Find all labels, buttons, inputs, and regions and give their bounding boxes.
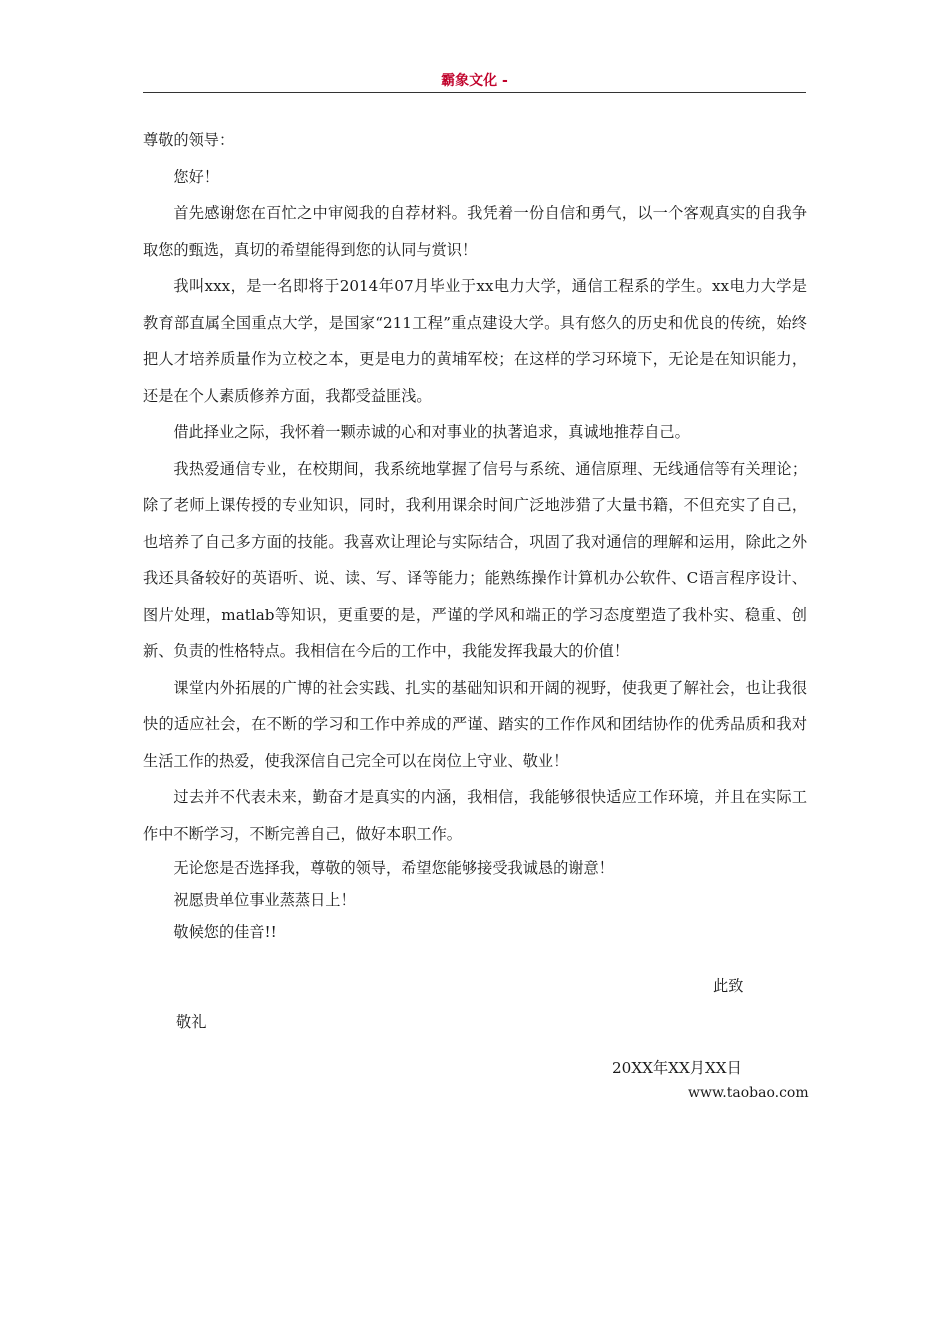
letter-body [143, 122, 807, 948]
header-title: 霸象文化 - [441, 73, 508, 89]
paragraph-intro: 首先感谢您在百忙之中审阅我的自荐材料。我凭着一份自信和勇气，以一个客观真实的自我争取您的甄选，真切的希望能得到您的认同与赏识！ [143, 204, 807, 259]
await-line: 敬候您的佳音!! [173, 923, 277, 941]
website-text: www.taobao.com [688, 1085, 809, 1101]
page-header [143, 70, 806, 93]
greeting: 您好！ [173, 167, 219, 186]
wish-line: 祝愿贵单位事业蒸蒸日上！ [173, 891, 356, 909]
paragraph-background: 我叫xxx，是一名即将于2014年07月毕业于xx电力大学，通信工程系的学生。xx电力大学是教育部直属全国重点大学，是国家“211工程”重点建设大学。具有悠久的历史和优良的传统，始终把人才培养质量作为立校之本，更是电力的黄埔军校；在这样的学习环境下，无论是在知识能力，还是在个人素质修养方面，我都受益匪浅。 [143, 277, 807, 405]
thanks-line: 无论您是否选择我，尊敬的领导，希望您能够接受我诚恳的谢意！ [173, 859, 614, 877]
closing-jingli: 敬礼 [176, 1013, 207, 1031]
paragraph-recommend: 借此择业之际，我怀着一颗赤诚的心和对事业的执著追求，真诚地推荐自己。 [173, 423, 690, 441]
paragraph-future: 过去并不代表未来，勤奋才是真实的内涵，我相信，我能够很快适应工作环境，并且在实际工作中不断学习，不断完善自己，做好本职工作。 [143, 788, 807, 843]
paragraph-skills: 我热爱通信专业，在校期间，我系统地掌握了信号与系统、通信原理、无线通信等有关理论；除了老师上课传授的专业知识，同时，我利用课余时间广泛地涉猎了大量书籍，不但充实了自己，也培养了自己多方面的技能。我喜欢让理论与实际结合，巩固了我对通信的理解和运用，除此之外我还具备较好的英语听、说、读、写、译等能力；能熟练操作计算机办公软件、C语言程序设计、图片处理，matlab等知识，更重要的是，严谨的学风和端正的学习态度塑造了我朴实、稳重、创新、负责的性格特点。我相信在今后的工作中，我能发挥我最大的价值！ [143, 459, 807, 660]
closing-cizhi: 此致 [713, 977, 744, 995]
letter-date: 20XX年XX月XX日 [612, 1059, 742, 1077]
salutation: 尊敬的领导： [143, 131, 235, 149]
paragraph-practice: 课堂内外拓展的广博的社会实践、扎实的基础知识和开阔的视野，使我更了解社会，也让我很快的适应社会，在不断的学习和工作中养成的严谨、踏实的工作作风和团结协作的优秀品质和我对生活工作的热爱，使我深信自己完全可以在岗位上守业、敬业！ [143, 678, 807, 770]
